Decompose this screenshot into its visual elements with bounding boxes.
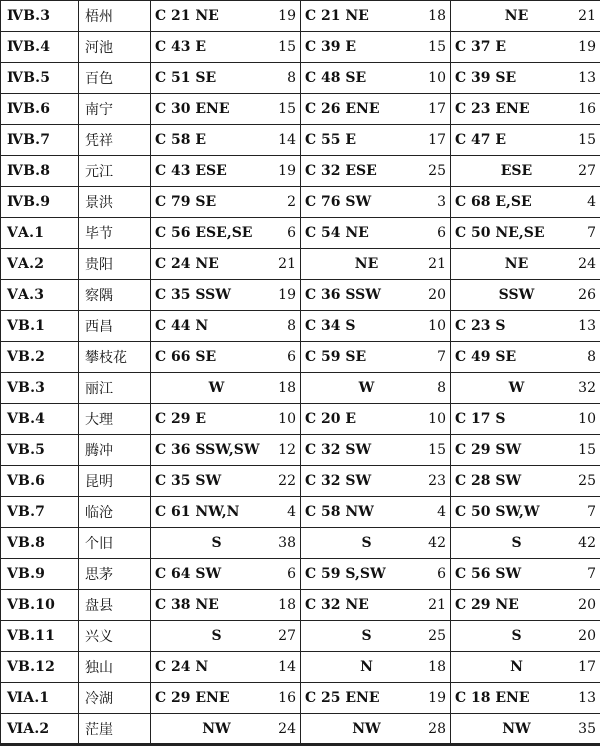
zone-code-cell: ⅣB.9 [1,187,79,218]
wind-direction: S [211,628,222,644]
wind-cell-2 [301,373,451,404]
zone-code-cell: ⅤB.7 [1,497,79,528]
wind-frequency: 8 [587,349,596,365]
station-name-cell: 兴义 [79,621,151,652]
wind-direction: C 43 ESE [155,163,227,179]
wind-cell-3 [451,94,600,125]
wind-frequency: 18 [278,380,296,396]
wind-direction: C 38 NE [155,597,219,613]
zone-code-cell: ⅤB.1 [1,311,79,342]
zone-code-cell: ⅤB.3 [1,373,79,404]
wind-direction: C 29 SW [455,442,522,458]
wind-cell-2 [301,528,451,559]
wind-cell-1 [151,466,301,497]
wind-cell-2 [301,187,451,218]
wind-cell-3 [451,125,600,156]
wind-cell-2 [301,32,451,63]
wind-cell-1 [151,218,301,249]
wind-direction: C 21 NE [305,8,369,24]
wind-frequency: 15 [278,39,296,55]
wind-direction: C 34 S [305,318,356,334]
wind-cell-2 [301,559,451,590]
wind-direction: W [508,380,525,396]
wind-direction: C 29 ENE [155,690,230,706]
table-row [1,466,600,497]
wind-frequency: 6 [437,225,446,241]
wind-frequency: 7 [587,225,596,241]
wind-direction: ESE [500,163,533,179]
wind-direction: C 32 ESE [305,163,377,179]
wind-cell-3 [451,528,600,559]
wind-cell-3 [451,1,600,32]
wind-frequency: 8 [287,318,296,334]
wind-cell-3 [451,249,600,280]
wind-frequency: 18 [428,8,446,24]
wind-frequency: 16 [578,101,596,117]
wind-direction: C 68 E,SE [455,194,532,210]
wind-direction: C 58 NW [305,504,374,520]
wind-frequency: 24 [578,256,596,272]
table-row [1,156,600,187]
wind-direction: C 76 SW [305,194,372,210]
wind-frequency: 28 [428,720,446,737]
wind-cell-3 [451,218,600,249]
wind-frequency: 6 [287,566,296,582]
table-row [1,32,600,63]
wind-direction: C 23 ENE [455,101,530,117]
station-name-cell: 茫崖 [79,714,151,745]
wind-direction: C 50 SW,W [455,504,540,520]
wind-direction: C 43 E [155,39,207,55]
wind-cell-2 [301,497,451,528]
wind-direction: C 59 SE [305,349,367,365]
wind-cell-2 [301,652,451,683]
wind-frequency: 8 [287,70,296,86]
wind-frequency: 7 [587,566,596,582]
wind-direction: S [511,628,522,644]
table-row [1,590,600,621]
wind-cell-2 [301,94,451,125]
wind-direction: C 54 NE [305,225,369,241]
table-row [1,652,600,683]
zone-code-cell: ⅤB.2 [1,342,79,373]
zone-code-cell: ⅣB.4 [1,32,79,63]
wind-frequency: 16 [278,690,296,706]
wind-frequency: 15 [578,442,596,458]
wind-cell-3 [451,280,600,311]
wind-cell-1 [151,156,301,187]
wind-frequency: 6 [287,225,296,241]
wind-cell-2 [301,683,451,714]
wind-frequency: 38 [278,535,296,551]
zone-code-cell: ⅣB.8 [1,156,79,187]
wind-frequency: 6 [287,349,296,365]
table-row [1,559,600,590]
wind-frequency: 17 [578,659,596,675]
wind-frequency: 25 [578,473,596,489]
wind-frequency: 21 [428,256,446,272]
wind-cell-3 [451,714,600,745]
wind-cell-3 [451,497,600,528]
wind-direction: C 50 NE,SE [455,225,545,241]
station-name-cell: 百色 [79,63,151,94]
table-row [1,404,600,435]
wind-direction: C 64 SW [155,566,222,582]
zone-code-cell: ⅣB.6 [1,94,79,125]
zone-code-cell: ⅤA.1 [1,218,79,249]
wind-frequency: 21 [428,597,446,613]
wind-direction: C 32 SW [305,442,372,458]
wind-cell-2 [301,249,451,280]
wind-frequency: 4 [287,504,296,520]
wind-cell-2 [301,125,451,156]
zone-code-cell: ⅤA.2 [1,249,79,280]
wind-cell-3 [451,435,600,466]
wind-direction: C 30 ENE [155,101,230,117]
wind-direction: C 20 E [305,411,357,427]
wind-frequency: 42 [428,535,446,551]
wind-cell-3 [451,652,600,683]
station-name-cell: 南宁 [79,94,151,125]
zone-code-cell: ⅤB.10 [1,590,79,621]
wind-direction: C 37 E [455,39,507,55]
wind-frequency: 15 [278,101,296,117]
station-name-cell: 攀枝花 [79,342,151,373]
wind-direction: C 24 NE [155,256,219,272]
wind-direction: C 35 SW [155,473,222,489]
wind-direction: NW [502,720,531,737]
wind-direction: C 36 SSW [305,287,382,303]
wind-cell-1 [151,94,301,125]
table-row [1,342,600,373]
wind-cell-3 [451,156,600,187]
station-name-cell: 盘县 [79,590,151,621]
wind-frequency: 22 [278,473,296,489]
station-name-cell: 梧州 [79,1,151,32]
wind-cell-1 [151,342,301,373]
wind-direction: C 44 N [155,318,209,334]
wind-frequency: 15 [578,132,596,148]
table-row [1,187,600,218]
wind-cell-2 [301,1,451,32]
wind-frequency: 19 [428,690,446,706]
wind-cell-1 [151,32,301,63]
table-row [1,528,600,559]
station-name-cell: 贵阳 [79,249,151,280]
wind-frequency: 8 [437,380,446,396]
wind-direction: SSW [498,287,535,303]
zone-code-cell: ⅤB.12 [1,652,79,683]
wind-direction: C 28 SW [455,473,522,489]
zone-code-cell: ⅣB.7 [1,125,79,156]
wind-frequency: 13 [578,70,596,86]
table-row [1,683,600,714]
wind-cell-1 [151,683,301,714]
wind-direction: NW [202,720,231,737]
wind-frequency: 12 [278,442,296,458]
wind-direction: C 39 E [305,39,357,55]
wind-frequency: 7 [587,504,596,520]
wind-direction: C 47 E [455,132,507,148]
zone-code-cell: ⅤB.6 [1,466,79,497]
wind-frequency: 10 [578,411,596,427]
wind-frequency: 24 [278,720,296,737]
wind-frequency: 4 [437,504,446,520]
wind-cell-1 [151,311,301,342]
wind-frequency: 21 [578,8,596,24]
wind-frequency: 19 [278,8,296,24]
wind-frequency: 27 [578,163,596,179]
station-name-cell: 景洪 [79,187,151,218]
wind-frequency: 18 [278,597,296,613]
table-row [1,621,600,652]
wind-cell-3 [451,63,600,94]
wind-frequency: 19 [578,39,596,55]
wind-frequency: 15 [428,442,446,458]
wind-cell-3 [451,404,600,435]
wind-direction: C 58 E [155,132,207,148]
station-name-cell: 思茅 [79,559,151,590]
wind-frequency: 10 [428,318,446,334]
wind-frequency: 20 [578,597,596,613]
wind-cell-1 [151,187,301,218]
zone-code-cell: ⅣB.5 [1,63,79,94]
wind-direction: C 56 ESE,SE [155,225,253,241]
wind-cell-2 [301,435,451,466]
wind-cell-1 [151,497,301,528]
wind-direction: C 66 SE [155,349,217,365]
wind-frequency: 21 [278,256,296,272]
table-row [1,63,600,94]
wind-cell-1 [151,280,301,311]
wind-direction: C 32 SW [305,473,372,489]
station-name-cell: 冷湖 [79,683,151,714]
wind-cell-1 [151,714,301,745]
wind-direction: C 26 ENE [305,101,380,117]
wind-frequency: 13 [578,318,596,334]
wind-cell-2 [301,342,451,373]
wind-direction: C 59 S,SW [305,566,386,582]
wind-direction: C 18 ENE [455,690,530,706]
wind-frequency: 25 [428,628,446,644]
station-name-cell: 临沧 [79,497,151,528]
table-row [1,373,600,404]
wind-direction: C 24 N [155,659,209,675]
wind-cell-3 [451,466,600,497]
wind-frequency: 20 [428,287,446,303]
wind-direction: S [211,535,222,551]
wind-cell-1 [151,404,301,435]
wind-cell-3 [451,32,600,63]
table-row [1,125,600,156]
wind-frequency: 14 [278,659,296,675]
wind-cell-1 [151,528,301,559]
wind-direction: C 25 ENE [305,690,380,706]
table-row [1,218,600,249]
wind-direction: C 56 SW [455,566,522,582]
station-name-cell: 凭祥 [79,125,151,156]
wind-frequency: 10 [278,411,296,427]
table-row [1,280,600,311]
table-body [1,1,600,745]
station-name-cell: 个旧 [79,528,151,559]
wind-cell-3 [451,559,600,590]
wind-direction: C 29 NE [455,597,519,613]
wind-cell-1 [151,249,301,280]
wind-cell-1 [151,559,301,590]
wind-direction: C 79 SE [155,194,217,210]
table-row [1,94,600,125]
wind-direction: S [361,628,372,644]
wind-direction: C 61 NW,N [155,504,240,520]
wind-frequency: 35 [578,720,596,737]
wind-direction: NE [504,8,529,24]
zone-code-cell: ⅥA.1 [1,683,79,714]
wind-cell-2 [301,63,451,94]
table-row [1,249,600,280]
wind-cell-2 [301,311,451,342]
wind-direction: N [510,659,523,675]
wind-direction: W [208,380,225,396]
wind-frequency: 10 [428,411,446,427]
wind-cell-1 [151,373,301,404]
wind-frequency: 10 [428,70,446,86]
station-name-cell: 毕节 [79,218,151,249]
wind-cell-1 [151,435,301,466]
station-name-cell: 察隅 [79,280,151,311]
wind-frequency: 20 [578,628,596,644]
wind-frequency: 6 [437,566,446,582]
wind-direction: C 29 E [155,411,207,427]
station-name-cell: 昆明 [79,466,151,497]
wind-cell-1 [151,125,301,156]
wind-frequency: 27 [278,628,296,644]
zone-code-cell: ⅣB.3 [1,1,79,32]
table-row [1,311,600,342]
wind-frequency: 15 [428,39,446,55]
zone-code-cell: ⅤB.5 [1,435,79,466]
station-name-cell: 河池 [79,32,151,63]
wind-direction: C 21 NE [155,8,219,24]
zone-code-cell: ⅤA.3 [1,280,79,311]
wind-frequency: 42 [578,535,596,551]
wind-cell-1 [151,590,301,621]
table-row [1,497,600,528]
wind-direction: C 32 NE [305,597,369,613]
zone-code-cell: ⅤB.9 [1,559,79,590]
zone-code-cell: ⅥA.2 [1,714,79,745]
station-name-cell: 独山 [79,652,151,683]
wind-cell-2 [301,404,451,435]
wind-cell-3 [451,187,600,218]
wind-frequency: 18 [428,659,446,675]
wind-direction: C 48 SE [305,70,367,86]
wind-cell-3 [451,683,600,714]
wind-frequency: 19 [278,287,296,303]
wind-direction: NE [504,256,529,272]
wind-cell-3 [451,621,600,652]
wind-frequency: 7 [437,349,446,365]
wind-direction: S [511,535,522,551]
wind-cell-2 [301,714,451,745]
table-row [1,435,600,466]
wind-frequency: 13 [578,690,596,706]
wind-direction: N [360,659,373,675]
wind-cell-3 [451,590,600,621]
wind-direction: C 49 SE [455,349,517,365]
wind-frequency: 23 [428,473,446,489]
station-name-cell: 元江 [79,156,151,187]
wind-direction: C 36 SSW,SW [155,442,260,458]
wind-frequency: 2 [287,194,296,210]
wind-direction: NW [352,720,381,737]
wind-frequency: 32 [578,380,596,396]
wind-cell-2 [301,590,451,621]
wind-direction: C 51 SE [155,70,217,86]
table-row [1,714,600,745]
wind-cell-1 [151,63,301,94]
zone-code-cell: ⅤB.11 [1,621,79,652]
wind-frequency: 4 [587,194,596,210]
zone-code-cell: ⅤB.8 [1,528,79,559]
wind-cell-1 [151,1,301,32]
wind-direction: C 23 S [455,318,506,334]
wind-frequency: 25 [428,163,446,179]
wind-cell-2 [301,218,451,249]
wind-direction: S [361,535,372,551]
wind-direction: C 35 SSW [155,287,232,303]
wind-cell-3 [451,342,600,373]
wind-direction: C 55 E [305,132,357,148]
station-name-cell: 丽江 [79,373,151,404]
wind-frequency: 19 [278,163,296,179]
wind-cell-2 [301,280,451,311]
wind-cell-1 [151,621,301,652]
wind-cell-2 [301,156,451,187]
wind-cell-3 [451,373,600,404]
wind-frequency: 3 [437,194,446,210]
station-name-cell: 西昌 [79,311,151,342]
wind-direction: C 17 S [455,411,506,427]
wind-cell-2 [301,466,451,497]
wind-direction: W [358,380,375,396]
table-row [1,1,600,32]
wind-frequency: 17 [428,101,446,117]
wind-frequency: 14 [278,132,296,148]
wind-frequency: 26 [578,287,596,303]
wind-cell-3 [451,311,600,342]
wind-cell-2 [301,621,451,652]
wind-direction: C 39 SE [455,70,517,86]
wind-direction: NE [354,256,379,272]
wind-cell-1 [151,652,301,683]
station-name-cell: 大理 [79,404,151,435]
wind-frequency: 17 [428,132,446,148]
station-name-cell: 腾冲 [79,435,151,466]
zone-code-cell: ⅤB.4 [1,404,79,435]
